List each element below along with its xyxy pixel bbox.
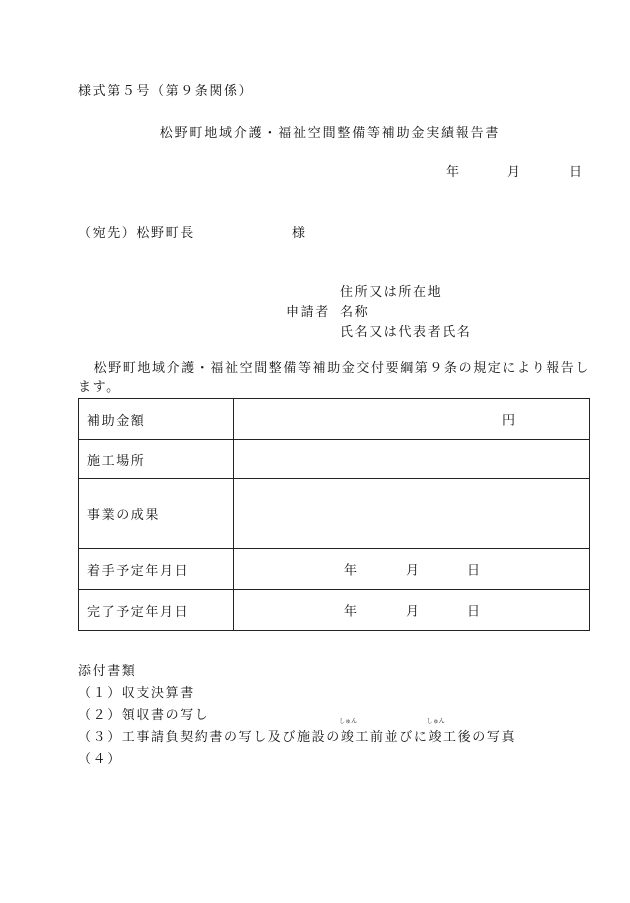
date-month-label: 月 xyxy=(507,165,522,180)
project-results-field xyxy=(234,479,590,549)
completion-day-label: 日 xyxy=(467,604,482,620)
table-row-project-results xyxy=(79,479,590,549)
subsidy-amount-field xyxy=(234,399,590,440)
attachment-item-1: （１）収支決算書 xyxy=(78,686,195,701)
ruby-reading: しゅん xyxy=(339,718,358,725)
completion-month-label: 月 xyxy=(406,604,421,620)
ruby-kanji-shun xyxy=(426,718,445,745)
report-table xyxy=(78,398,590,631)
addressee-label: （宛先）松野町長 xyxy=(78,226,195,241)
table-row-start-date xyxy=(79,549,590,590)
attachment-item-2: （２）領収書の写し xyxy=(78,708,210,723)
table-row-completion-date xyxy=(79,590,590,631)
ruby-reading: しゅん xyxy=(426,718,445,725)
ruby-kanji-shun xyxy=(339,718,358,745)
attachment-item-4: （４） xyxy=(78,752,122,767)
addressee-honorific: 様 xyxy=(292,226,307,241)
completion-year-label: 年 xyxy=(344,604,359,620)
table-row-subsidy-amount xyxy=(79,399,590,440)
row-label: 完了予定年月日 xyxy=(79,590,234,631)
applicant-label: 申請者 xyxy=(286,305,330,320)
start-year-label: 年 xyxy=(344,563,359,579)
yen-unit: 円 xyxy=(502,413,517,429)
ruby-base: 竣 xyxy=(340,730,356,745)
applicant-address-label: 住所又は所在地 xyxy=(340,285,443,300)
row-label: 補助金額 xyxy=(79,399,234,440)
start-date-field xyxy=(234,549,590,590)
row-label: 事業の成果 xyxy=(79,479,234,549)
attachment-item-3-text-c: 工後の写真 xyxy=(443,730,517,745)
row-label: 着手予定年月日 xyxy=(79,549,234,590)
report-statement: 松野町地域介護・福祉空間整備等補助金交付要綱第９条の規定により報告します。 xyxy=(78,361,590,395)
attachment-item-3 xyxy=(78,718,517,745)
ruby-base: 竣 xyxy=(428,730,444,745)
completion-date-field xyxy=(234,590,590,631)
construction-site-field xyxy=(234,440,590,479)
date-day-label: 日 xyxy=(569,165,584,180)
start-month-label: 月 xyxy=(406,563,421,579)
attachments-heading: 添付書類 xyxy=(78,664,137,679)
attachment-item-3-text-a: （３）工事請負契約書の写し及び施設の xyxy=(78,730,341,745)
document-title: 松野町地域介護・福祉空間整備等補助金実績報告書 xyxy=(159,126,501,141)
start-day-label: 日 xyxy=(467,563,482,579)
attachment-item-3-text-b: 工前並びに xyxy=(355,730,429,745)
applicant-representative-label: 氏名又は代表者氏名 xyxy=(340,325,472,340)
row-label: 施工場所 xyxy=(79,440,234,479)
date-year-label: 年 xyxy=(446,165,461,180)
applicant-name-label: 名称 xyxy=(340,305,370,320)
table-row-construction-site xyxy=(79,440,590,479)
form-number: 様式第５号（第９条関係） xyxy=(78,84,254,99)
